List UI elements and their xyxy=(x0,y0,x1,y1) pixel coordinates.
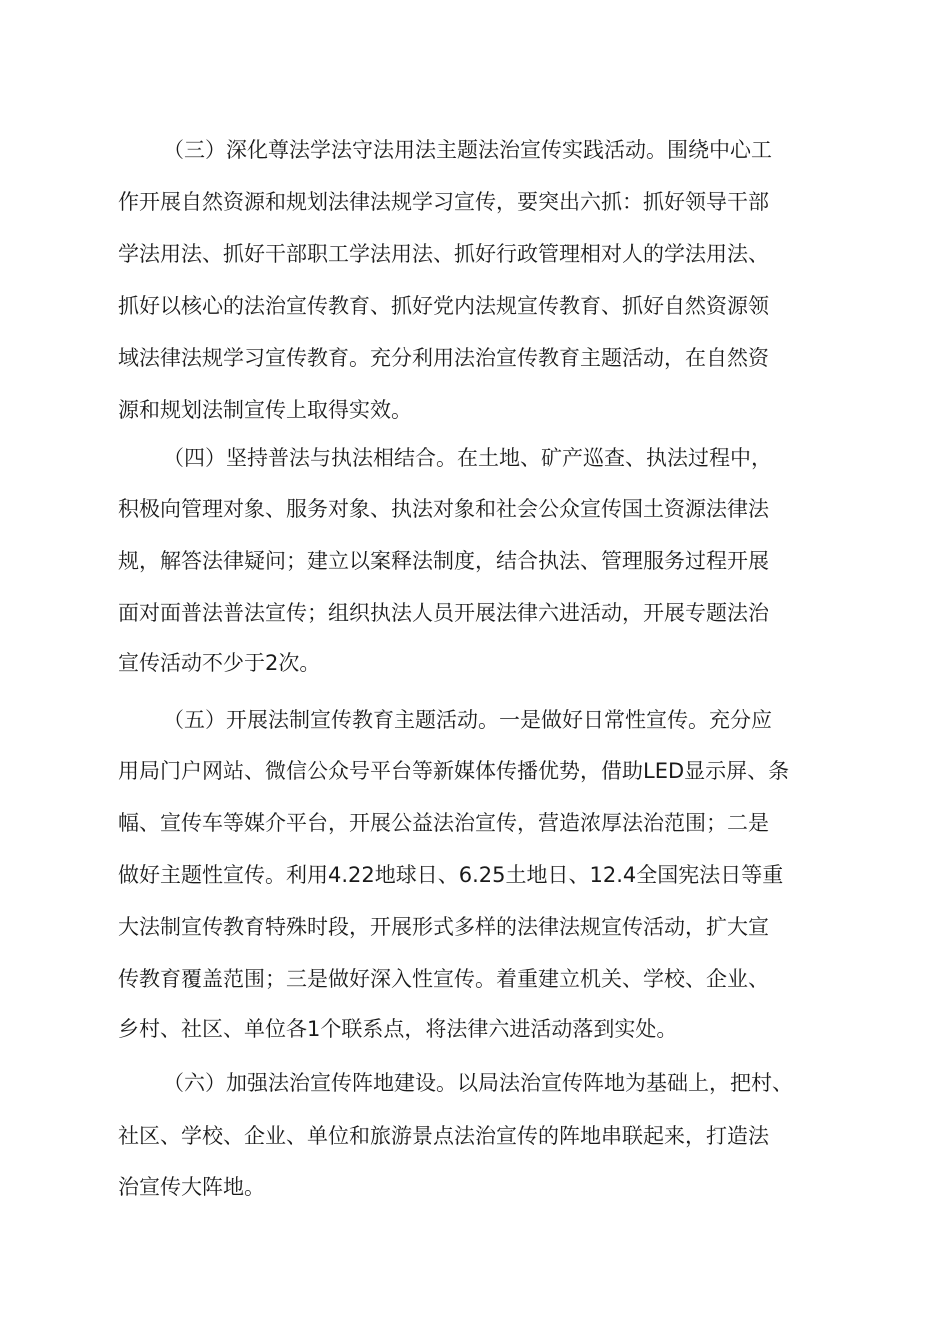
paragraph-line: 面对面普法普法宣传；组织执法人员开展法律六进活动，开展专题法治 xyxy=(118,601,769,625)
paragraph-line: 积极向管理对象、服务对象、执法对象和社会公众宣传国土资源法律法 xyxy=(118,497,769,521)
paragraph-line: 抓好以核心的法治宣传教育、抓好党内法规宣传教育、抓好自然资源领 xyxy=(118,294,769,318)
paragraph-line: （四）坚持普法与执法相结合。在土地、矿产巡查、执法过程中， xyxy=(163,446,772,470)
paragraph-line: 用局门户网站、微信公众号平台等新媒体传播优势，借助LED显示屏、条 xyxy=(118,759,790,783)
paragraph-line: 源和规划法制宣传上取得实效。 xyxy=(118,398,412,422)
paragraph-line: 做好主题性宣传。利用4.22地球日、6.25土地日、12.4全国宪法日等重 xyxy=(118,863,784,887)
paragraph-line: 学法用法、抓好干部职工学法用法、抓好行政管理相对人的学法用法、 xyxy=(118,242,769,266)
paragraph-line: 社区、学校、企业、单位和旅游景点法治宣传的阵地串联起来，打造法 xyxy=(118,1124,769,1148)
paragraph-line: 治宣传大阵地。 xyxy=(118,1175,265,1199)
paragraph-line: 域法律法规学习宣传教育。充分利用法治宣传教育主题活动，在自然资 xyxy=(118,346,769,370)
paragraph-line: 传教育覆盖范围；三是做好深入性宣传。着重建立机关、学校、企业、 xyxy=(118,967,769,991)
paragraph-line: （六）加强法治宣传阵地建设。以局法治宣传阵地为基础上，把村、 xyxy=(163,1071,793,1095)
paragraph-line: 幅、宣传车等媒介平台，开展公益法治宣传，营造浓厚法治范围；二是 xyxy=(118,811,769,835)
paragraph-line: （五）开展法制宣传教育主题活动。一是做好日常性宣传。充分应 xyxy=(163,708,772,732)
paragraph-line: 大法制宣传教育特殊时段，开展形式多样的法律法规宣传活动，扩大宣 xyxy=(118,915,769,939)
paragraph-line: 规，解答法律疑问；建立以案释法制度，结合执法、管理服务过程开展 xyxy=(118,549,769,573)
paragraph-line: 作开展自然资源和规划法律法规学习宣传，要突出六抓：抓好领导干部 xyxy=(118,190,769,214)
paragraph-line: （三）深化尊法学法守法用法主题法治宣传实践活动。围绕中心工 xyxy=(163,138,772,162)
paragraph-line: 宣传活动不少于2次。 xyxy=(118,651,321,675)
paragraph-line: 乡村、社区、单位各1个联系点，将法律六进活动落到实处。 xyxy=(118,1017,678,1041)
